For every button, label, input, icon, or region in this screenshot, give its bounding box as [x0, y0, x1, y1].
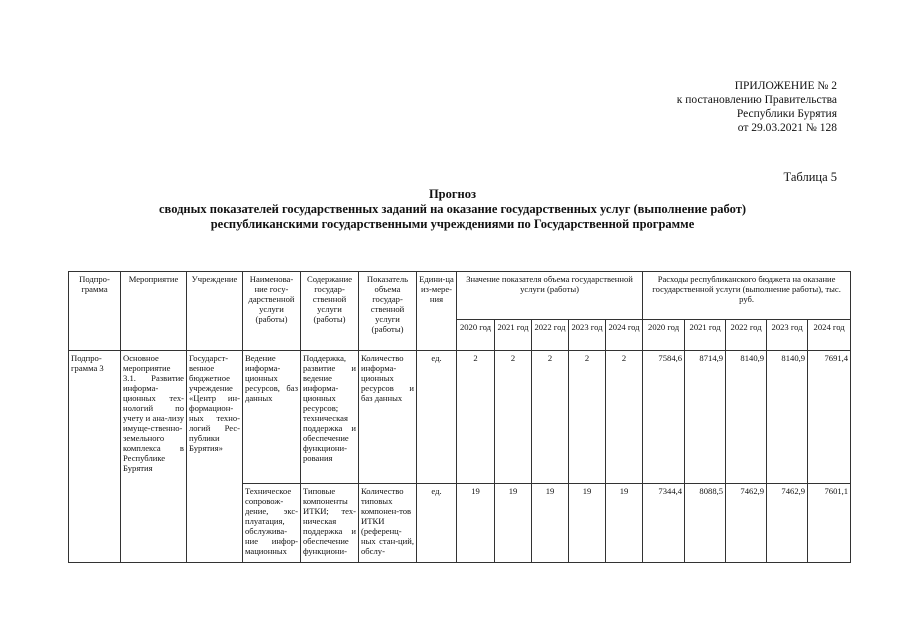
- cell-budget: 7462,9: [767, 484, 808, 563]
- cell-subprogram: Подпро-грамма 3: [69, 351, 121, 563]
- header-subprogram: Подпро-грамма: [69, 272, 121, 351]
- title-line-1: Прогноз: [428, 187, 477, 201]
- cell-service-name: Ведение информа-ционных ресурсов, баз данных: [243, 351, 301, 484]
- cell-measure: Основное мероприятие 3.1. Развитие информа-ционных тех-нологий по учету и ана-лизу имуще-ственно-земельного комплекса в Республике Бурятия: [121, 351, 187, 563]
- header-service-content: Содержание государ-ственной услуги (работы): [301, 272, 359, 351]
- cell-volume: 2: [606, 351, 643, 484]
- header-year: 2023 год: [569, 320, 606, 351]
- cell-volume: 19: [457, 484, 495, 563]
- cell-budget: 8140,9: [726, 351, 767, 484]
- cell-budget: 7462,9: [726, 484, 767, 563]
- cell-volume: 2: [495, 351, 532, 484]
- appendix-title: ПРИЛОЖЕНИЕ № 2: [734, 80, 837, 92]
- cell-institution: Государст-венное бюджетное учреждение «Центр ин-формацион-ных техно-логий Рес-публики Бурятия»: [187, 351, 243, 563]
- cell-budget: 7691,4: [808, 351, 851, 484]
- header-service-name: Наименова-ние госу-дарственной услуги (работы): [243, 272, 301, 351]
- document-title: [0, 187, 905, 232]
- header-year: 2022 год: [726, 320, 767, 351]
- cell-budget: 8088,5: [685, 484, 726, 563]
- cell-volume: 19: [569, 484, 606, 563]
- cell-budget: 8140,9: [767, 351, 808, 484]
- cell-indicator: Количество информа-ционных ресурсов и баз данных: [359, 351, 417, 484]
- cell-volume: 19: [606, 484, 643, 563]
- cell-budget: 7584,6: [643, 351, 685, 484]
- forecast-table: [68, 271, 851, 563]
- header-year: 2024 год: [606, 320, 643, 351]
- header-unit: Едини-ца из-мере-ния: [417, 272, 457, 351]
- header-institution: Учреждение: [187, 272, 243, 351]
- cell-service-content: Типовые компоненты ИТКИ; тех-ническая поддержка и обеспечение функциони-: [301, 484, 359, 563]
- header-year: 2024 год: [808, 320, 851, 351]
- cell-volume: 2: [457, 351, 495, 484]
- table-row: [69, 351, 851, 484]
- cell-service-name: Техническое сопровож-дение, экс-плуатация, обслужива-ние инфор-мационных: [243, 484, 301, 563]
- appendix-line: Республики Бурятия: [736, 108, 837, 120]
- header-budget-group: Расходы республиканского бюджета на оказание государственной услуги (выполнение работы), тыс. руб.: [643, 272, 851, 320]
- cell-volume: 19: [495, 484, 532, 563]
- header-year: 2022 год: [532, 320, 569, 351]
- cell-budget: 7601,1: [808, 484, 851, 563]
- title-line-2: сводных показателей государственных заданий на оказание государственных услуг (выполнение работ): [159, 202, 746, 216]
- title-line-3: республиканскими государственными учреждениями по Государственной программе: [210, 217, 695, 231]
- cell-volume: 19: [532, 484, 569, 563]
- appendix-line: к постановлению Правительства: [676, 94, 837, 106]
- header-measure: Мероприятие: [121, 272, 187, 351]
- header-indicator: Показатель объема государ-ственной услуги (работы): [359, 272, 417, 351]
- cell-volume: 2: [569, 351, 606, 484]
- cell-budget: 7344,4: [643, 484, 685, 563]
- header-year: 2021 год: [495, 320, 532, 351]
- cell-unit: ед.: [417, 351, 457, 484]
- header-year: 2020 год: [457, 320, 495, 351]
- table-label: Таблица 5: [783, 170, 837, 184]
- header-year: 2023 год: [767, 320, 808, 351]
- cell-indicator: Количество типовых компонен-тов ИТКИ (референц-ных стан-ций, обслу-: [359, 484, 417, 563]
- header-year: 2020 год: [643, 320, 685, 351]
- header-row: [69, 272, 851, 320]
- header-volume-group: Значение показателя объема государственной услуги (работы): [457, 272, 643, 320]
- cell-service-content: Поддержка, развитие и ведение информа-ционных ресурсов; техническая поддержка и обеспечение функциони-рования: [301, 351, 359, 484]
- cell-unit: ед.: [417, 484, 457, 563]
- appendix-block: [677, 79, 837, 135]
- header-year: 2021 год: [685, 320, 726, 351]
- appendix-date: от 29.03.2021 № 128: [737, 122, 837, 134]
- cell-budget: 8714,9: [685, 351, 726, 484]
- cell-volume: 2: [532, 351, 569, 484]
